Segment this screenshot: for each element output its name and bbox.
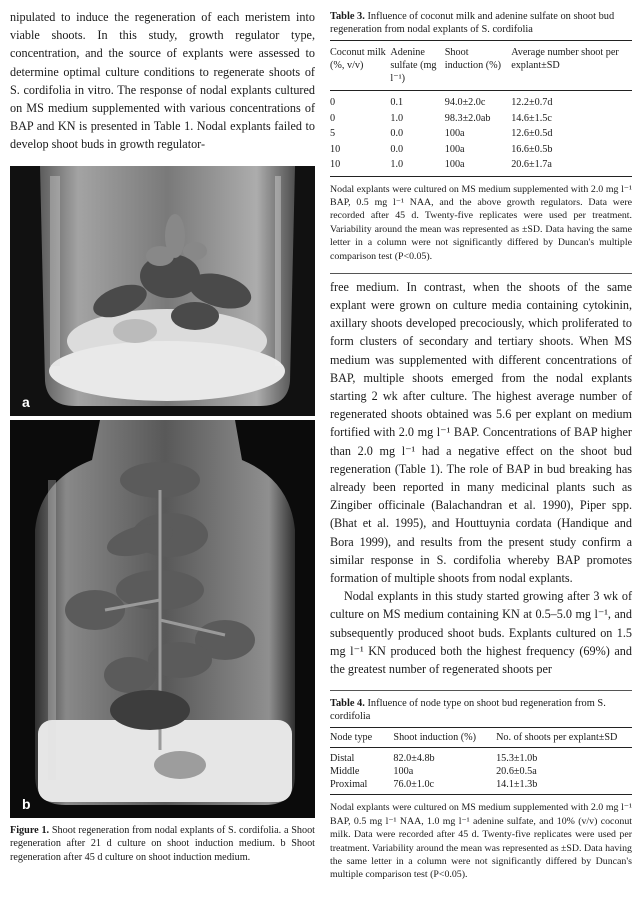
table-cell: Middle — [330, 766, 360, 778]
table-row — [330, 748, 632, 766]
table-cell: 16.6±0.5b — [511, 143, 553, 155]
table-row — [330, 142, 632, 158]
table-cell: 1.0 — [390, 112, 404, 124]
left-column — [10, 8, 315, 874]
table4-header: Node type — [330, 732, 373, 744]
figure-caption — [10, 824, 315, 865]
table3-header-row — [330, 41, 632, 91]
figure-caption-label: Figure 1. — [10, 824, 50, 836]
culture-jar-image — [10, 166, 315, 416]
table-cell: 0.1 — [390, 97, 404, 108]
table-cell: 82.0±4.8b — [393, 753, 435, 765]
table-cell: 5 — [330, 128, 336, 139]
table-cell: 15.3±1.0b — [496, 753, 538, 765]
table-row — [330, 111, 632, 127]
figure-photo-a — [10, 166, 315, 416]
table-cell: 20.6±1.7a — [511, 159, 552, 170]
table3 — [330, 40, 632, 177]
table-cell: 0.0 — [390, 143, 404, 155]
table-cell: 0 — [330, 112, 336, 124]
table-row — [330, 157, 632, 176]
table-cell: 0 — [330, 97, 336, 108]
table-row — [330, 91, 632, 111]
table4-title — [330, 697, 632, 723]
table-cell: 14.6±1.5c — [511, 112, 552, 124]
table-cell: 1.0 — [390, 159, 404, 170]
table3-header: Average number shoot per explant±SD — [511, 47, 619, 71]
table-cell: 12.2±0.7d — [511, 97, 553, 108]
table-row — [330, 765, 632, 778]
table-cell: 10 — [330, 159, 341, 170]
table-cell: 10 — [330, 143, 341, 155]
table-cell: 98.3±2.0ab — [444, 112, 491, 124]
photo-b-label: b — [22, 795, 31, 812]
table-cell: 100a — [444, 143, 465, 155]
table-cell: 94.0±2.0c — [444, 97, 486, 108]
table3-title — [330, 10, 632, 36]
divider — [330, 690, 632, 691]
table3-header: Adenine sulfate (mg l⁻¹) — [390, 47, 437, 84]
table-cell: 0.0 — [390, 128, 404, 139]
photo-a-label: a — [22, 393, 30, 410]
table-cell: Distal — [330, 753, 355, 765]
table3-header: Coconut milk (%, v/v) — [330, 47, 386, 71]
intro-paragraph: nipulated to induce the regeneration of each meristem into viable shoots. In this study, growth regulator type, concentration, and the source of explants were assessed to determine optimal culture conditions to regenerate shoots of S. cordifolia in vitro. The response of nodal explants cultured on MS medium supplemented with various concentrations of BAP and KN is presented in Table 1. Nodal explants failed to develop shoot buds in growth regulator- — [10, 10, 315, 152]
table3-header: Shoot induction (%) — [444, 47, 502, 71]
table3-footnote: Nodal explants were cultured on MS medium supplemented with 2.0 mg l⁻¹ BAP, 0.5 mg l⁻¹ NAA, and the above growth regulators. Data were recorded after 45 d. Twenty-five replicates were used per treatment. Variability around the mean was represented as ±SD. Data having the same letter in a column were not significantly differed by Duncan's multiple comparison test (P<0.05). — [330, 183, 632, 262]
divider — [330, 273, 632, 274]
table-cell: 100a — [393, 766, 414, 778]
table3-title-text: Influence of coconut milk and adenine sulfate on shoot bud regeneration from nodal explants of S. cordifolia — [330, 11, 615, 35]
table3-label: Table 3. — [330, 11, 365, 22]
table4-header: No. of shoots per explant±SD — [496, 732, 618, 744]
table-cell: 76.0±1.0c — [393, 779, 435, 791]
table-cell: 20.6±0.5a — [496, 766, 537, 778]
table-cell: 14.1±1.3b — [496, 779, 538, 791]
table4-title-text: Influence of node type on shoot bud regeneration from S. cordifolia — [330, 698, 606, 723]
table4-label: Table 4. — [330, 698, 365, 710]
table-cell: 12.6±0.5d — [511, 128, 553, 139]
table-row — [330, 126, 632, 142]
table4-footnote: Nodal explants were cultured on MS medium supplemented with 2.0 mg l⁻¹ BAP, 0.5 mg l⁻¹ NAA, 1.0 mg l⁻¹ adenine sulfate, and 10% (v/v) coconut milk. Data were recorded after 45 d. Twenty-five replicates were used per treatment. Variability around the mean was represented as ±SD. Data having the same letter in a column were not significantly differed by Duncan's multiple comparison test (P<0.05). — [330, 802, 632, 881]
table-cell: 100a — [444, 159, 465, 170]
table4-header-row — [330, 728, 632, 748]
table4-header: Shoot induction (%) — [393, 732, 477, 744]
body-paragraph-2: Nodal explants in this study started growing after 3 wk of culture on MS medium containing KN at 0.5–5.0 mg l⁻¹, and subsequently produced shoot buds. Explants cultured on 1.5 mg l⁻¹ KN produced both the highest frequency (69%) and the greatest number of regenerated shoots per — [330, 589, 632, 677]
figure-caption-text: Shoot regeneration from nodal explants of S. cordifolia. a Shoot regeneration after 21 d culture on shoot induction medium. b Shoot regeneration after 45 d culture on shoot induction medium. — [10, 824, 316, 863]
figure-photo-b — [10, 420, 315, 818]
culture-bottle-image — [10, 420, 315, 818]
body-paragraph-1: free medium. In contrast, when the shoots of the same explant were grown on culture media containing cytokinin, axillary shoots developed precociously, which proliferated to form clusters of secondary and tertiary shoots. When MS medium was supplemented with different concentrations of BAP, multiple shoots emerged from the nodal explants starting 2 wk after culture. The highest average number of regenerated shoots obtained was 5.6 per explant on medium fortified with 2.0 mg l⁻¹ BAP. Concentrations of BAP higher than 2.0 mg l⁻¹ had a negative effect on the shoot bud regeneration (Table 1). The role of BAP in bud breaking has already been reported in many medicinal plants such as Zingiber officinale (Balachandran et al. 1990), Piper spp. (Bhat et al. 1995), and Houttuynia cordata (Handique and Bora 1999), and results from the present study confirm a similar response in S. cordifolia whereby BAP promotes formation of multiple shoots from nodal explants. — [330, 279, 632, 586]
table-cell: 100a — [444, 128, 465, 139]
right-column — [330, 8, 632, 892]
table-cell: Proximal — [330, 779, 368, 791]
table-row — [330, 778, 632, 795]
table4 — [330, 727, 632, 795]
